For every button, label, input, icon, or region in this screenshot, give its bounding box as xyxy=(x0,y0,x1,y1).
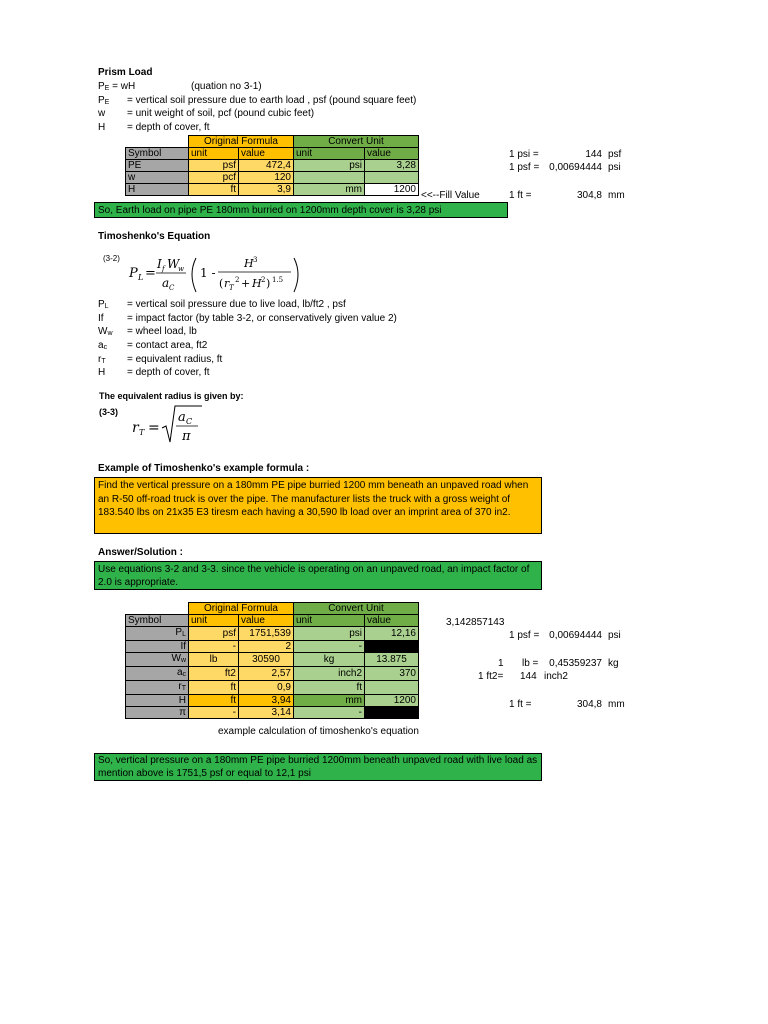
def-symbol: PE xyxy=(98,95,110,106)
svg-text:P: P xyxy=(129,266,138,281)
value-cell[interactable]: 2,57 xyxy=(239,667,294,681)
unit-cell: ft xyxy=(189,681,239,695)
fill-value-note: <<--Fill Value xyxy=(421,190,480,201)
table-row xyxy=(126,667,419,681)
prism-equation xyxy=(98,81,135,92)
col-header-symbol: Symbol xyxy=(126,615,189,627)
def-text: = equivalent radius, ft xyxy=(127,354,223,365)
svg-text:a: a xyxy=(178,410,186,425)
col-header-unit: unit xyxy=(294,615,365,627)
equation-label: (3-2) xyxy=(103,254,120,263)
unit-cell: psi xyxy=(294,627,365,641)
conv-value: 0,45359237 xyxy=(549,658,602,669)
svg-text:r: r xyxy=(224,277,230,290)
value-cell[interactable]: 370 xyxy=(365,667,419,681)
value-cell[interactable]: 3,28 xyxy=(365,160,419,172)
def-text: = unit weight of soil, pcf (pound cubic feet) xyxy=(127,108,315,119)
svg-text:r: r xyxy=(132,420,139,436)
value-cell[interactable]: 2 xyxy=(239,641,294,653)
example-title: Example of Timoshenko's example formula : xyxy=(98,463,310,474)
conv-unit: psi xyxy=(608,162,621,173)
conv-value: 144 xyxy=(585,149,602,160)
col-header-unit: unit xyxy=(189,615,239,627)
unit-cell: - xyxy=(189,707,239,719)
def-symbol: w xyxy=(98,108,106,119)
svg-text:C: C xyxy=(186,417,193,426)
conv-unit: psf xyxy=(608,149,622,160)
svg-text:1 -: 1 - xyxy=(200,266,216,280)
def-symbol: rT xyxy=(98,354,106,365)
unit-cell: psf xyxy=(189,627,239,641)
equivalent-radius-title: The equivalent radius is given by: xyxy=(99,391,244,401)
def-symbol: Ww xyxy=(98,326,113,337)
def-symbol: H xyxy=(98,122,106,133)
unit-cell: pcf xyxy=(189,172,239,184)
conv-unit: psi xyxy=(608,630,621,641)
svg-text:a: a xyxy=(162,276,170,290)
table-row xyxy=(126,627,419,641)
svg-text:T: T xyxy=(229,284,234,292)
table-row xyxy=(126,681,419,695)
def-symbol: ac xyxy=(98,340,108,351)
conv-unit: kg xyxy=(608,658,619,669)
conv-left: 1 psi = xyxy=(509,149,539,160)
eq-subscript: E xyxy=(104,85,110,92)
svg-text:3: 3 xyxy=(253,256,258,264)
fill-value-cell[interactable]: 1200 xyxy=(365,184,419,196)
unit-cell: psf xyxy=(189,160,239,172)
value-cell[interactable]: 30590 xyxy=(239,653,294,667)
unit-cell: - xyxy=(294,707,365,719)
col-header-value: value xyxy=(365,615,419,627)
symbol-cell: π xyxy=(126,707,189,719)
original-formula-header: Original Formula xyxy=(189,136,294,148)
value-cell[interactable]: 0,9 xyxy=(239,681,294,695)
conv-value: 0,00694444 xyxy=(549,630,602,641)
original-formula-header: Original Formula xyxy=(189,603,294,615)
table-caption: example calculation of timoshenko's equation xyxy=(218,726,419,737)
unit-cell: - xyxy=(189,641,239,653)
eq-symbol: P xyxy=(98,81,105,92)
equation-label: (3-3) xyxy=(99,407,119,417)
symbol-cell: ac xyxy=(126,667,189,681)
svg-text:=: = xyxy=(145,266,156,281)
def-symbol: If xyxy=(98,313,104,324)
conv-value: 0,00694444 xyxy=(549,162,602,173)
unit-cell: inch2 xyxy=(294,667,365,681)
example-problem-box: Find the vertical pressure on a 180mm PE pipe burried 1200 mm beneath an unpaved road when an R-50 off-road truck is over the pipe. The manufacturer lists the truck with a gross weight of 183.540 lbs on 21x35 E3 tiresm each having a 30,590 lb load over an imprint area of 370 in2. xyxy=(94,477,542,534)
value-cell[interactable] xyxy=(365,681,419,695)
empty-cell xyxy=(126,603,189,615)
value-cell[interactable]: 12,16 xyxy=(365,627,419,641)
symbol-cell: H xyxy=(126,184,189,196)
unit-cell: ft xyxy=(294,681,365,695)
symbol-cell: PE xyxy=(126,160,189,172)
svg-text:2: 2 xyxy=(235,276,240,284)
svg-text:2: 2 xyxy=(261,276,266,284)
symbol-cell: H xyxy=(126,695,189,707)
conv-left: 1 ft2= xyxy=(478,671,504,682)
col-header-symbol: Symbol xyxy=(126,148,189,160)
def-text: = impact factor (by table 3-2, or conservatively given value 2) xyxy=(127,313,397,324)
conv-unit: mm xyxy=(608,190,625,201)
value-cell[interactable]: 13.875 xyxy=(365,653,419,667)
table-row xyxy=(126,653,419,667)
timoshenko-calc-table xyxy=(125,602,419,719)
value-cell[interactable]: 1200 xyxy=(365,695,419,707)
prism-result-box: So, Earth load on pipe PE 180mm burried on 1200mm depth cover is 3,28 psi xyxy=(94,202,508,218)
def-text: = depth of cover, ft xyxy=(127,122,210,133)
unit-cell: psi xyxy=(294,160,365,172)
table-row xyxy=(126,160,419,172)
def-text: = wheel load, lb xyxy=(127,326,197,337)
conv-value: 304,8 xyxy=(576,190,602,201)
value-cell[interactable]: 3,94 xyxy=(239,695,294,707)
symbol-cell: Ww xyxy=(126,653,189,667)
svg-text:): ) xyxy=(266,277,271,290)
conv-left: 1 psf = xyxy=(509,630,540,641)
table-row xyxy=(126,172,419,184)
col-header-unit: unit xyxy=(294,148,365,160)
table-row xyxy=(126,695,419,707)
timoshenko-formula xyxy=(126,252,306,296)
unit-cell: ft2 xyxy=(189,667,239,681)
svg-text:π: π xyxy=(182,429,191,444)
svg-text:f: f xyxy=(162,265,165,273)
eq-rhs: = wH xyxy=(109,81,136,92)
col-header-unit: unit xyxy=(189,148,239,160)
unit-cell: kg xyxy=(294,653,365,667)
value-cell[interactable]: 120 xyxy=(239,172,294,184)
svg-text:1.5: 1.5 xyxy=(272,276,284,284)
def-symbol: PL xyxy=(98,299,109,310)
def-symbol: H xyxy=(98,367,106,378)
timoshenko-title: Timoshenko's Equation xyxy=(98,231,211,242)
conv-mid: lb = xyxy=(522,658,539,669)
unit-cell: lb xyxy=(189,653,239,667)
convert-unit-header: Convert Unit xyxy=(294,603,419,615)
prism-load-title: Prism Load xyxy=(98,67,153,78)
svg-text:C: C xyxy=(169,284,175,292)
svg-text:H: H xyxy=(244,257,254,270)
table-row xyxy=(126,641,419,653)
symbol-cell: rT xyxy=(126,681,189,695)
col-header-value: value xyxy=(239,615,294,627)
prism-equation-note: (quation no 3-1) xyxy=(191,81,262,92)
svg-text:=: = xyxy=(148,420,160,436)
empty-black-cell xyxy=(365,707,419,719)
value-cell[interactable] xyxy=(365,172,419,184)
unit-cell: mm xyxy=(294,695,365,707)
svg-text:W: W xyxy=(167,257,180,271)
pi-value: 3,142857143 xyxy=(446,617,505,628)
conv-unit: inch2 xyxy=(544,671,568,682)
value-cell[interactable]: 472,4 xyxy=(239,160,294,172)
def-text: = contact area, ft2 xyxy=(127,340,208,351)
conv-value: 144 xyxy=(520,671,537,682)
unit-cell: - xyxy=(294,641,365,653)
empty-black-cell xyxy=(365,641,419,653)
answer-box: Use equations 3-2 and 3-3. since the vehicle is operating on an unpaved road, an impact factor of 2.0 is appropriate. xyxy=(94,561,542,590)
convert-unit-header: Convert Unit xyxy=(294,136,419,148)
svg-text:T: T xyxy=(139,428,145,437)
example-result-box: So, vertical pressure on a 180mm PE pipe burried 1200mm beneath unpaved road with live load as mention above is 1751,5 psf or equal to 12,1 psi xyxy=(94,753,542,781)
table-row xyxy=(126,184,419,196)
answer-title: Answer/Solution : xyxy=(98,547,183,558)
unit-cell: ft xyxy=(189,184,239,196)
conv-left: 1 ft = xyxy=(509,699,532,710)
svg-text:I: I xyxy=(157,257,162,271)
symbol-cell: w xyxy=(126,172,189,184)
unit-cell: mm xyxy=(294,184,365,196)
value-cell[interactable]: 3,9 xyxy=(239,184,294,196)
conv-value: 304,8 xyxy=(576,699,602,710)
table-row xyxy=(126,707,419,719)
col-header-value: value xyxy=(365,148,419,160)
conv-left: 1 ft = xyxy=(509,190,532,201)
conv-unit: mm xyxy=(608,699,625,710)
svg-text:w: w xyxy=(178,265,184,273)
conv-left: 1 psf = xyxy=(509,162,540,173)
col-header-value: value xyxy=(239,148,294,160)
conv-left: 1 xyxy=(498,658,504,669)
prism-calc-table xyxy=(125,135,419,196)
equivalent-radius-formula xyxy=(128,404,208,446)
unit-cell: ft xyxy=(189,695,239,707)
def-text: = vertical soil pressure due to live load, lb/ft2 , psf xyxy=(127,299,346,310)
svg-text:H: H xyxy=(252,277,262,290)
symbol-cell: If xyxy=(126,641,189,653)
svg-text:(: ( xyxy=(219,277,224,290)
def-text: = depth of cover, ft xyxy=(127,367,210,378)
svg-text:+: + xyxy=(241,277,251,290)
def-text: = vertical soil pressure due to earth load , psf (pound square feet) xyxy=(127,95,417,106)
value-cell[interactable]: 1751,539 xyxy=(239,627,294,641)
empty-cell xyxy=(126,136,189,148)
value-cell[interactable]: 3,14 xyxy=(239,707,294,719)
svg-text:L: L xyxy=(138,273,144,282)
symbol-cell: PL xyxy=(126,627,189,641)
unit-cell xyxy=(294,172,365,184)
